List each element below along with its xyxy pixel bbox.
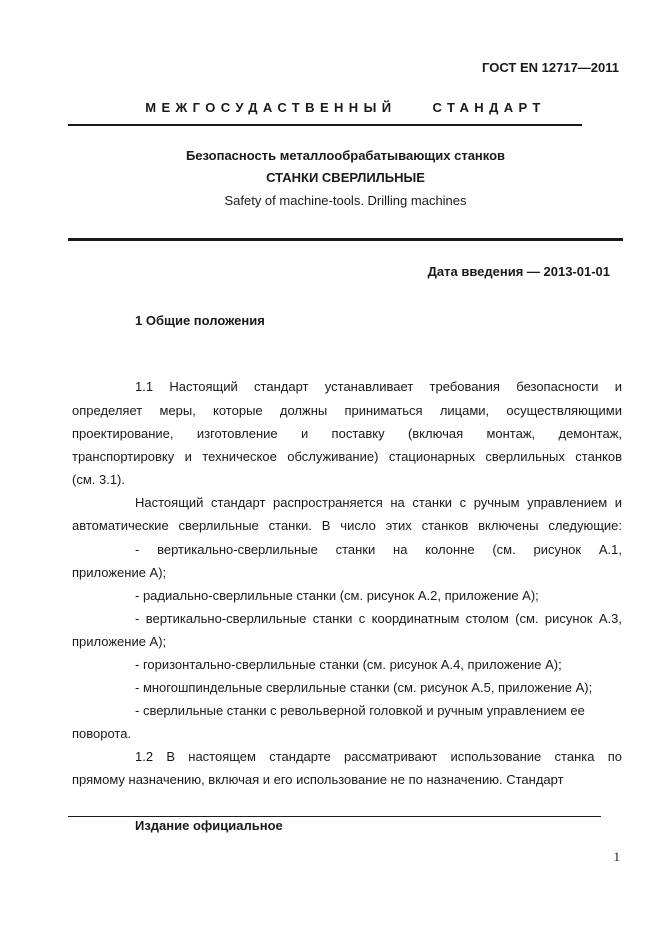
list-item: - горизонтально-сверлильные станки (см. рисунок А.4, приложение А); bbox=[135, 657, 562, 672]
document-number: ГОСТ EN 12717—2011 bbox=[482, 60, 619, 75]
body-line: проектирование, изготовление и поставку (включая монтаж, демонтаж, bbox=[72, 426, 622, 441]
list-item: - радиально-сверлильные станки (см. рисунок А.2, приложение А); bbox=[135, 588, 539, 603]
body-line: транспортировку и техническое обслуживание) стационарных сверлильных станков bbox=[72, 449, 622, 464]
list-item: - многошпиндельные сверлильные станки (см. рисунок А.5, приложение А); bbox=[135, 680, 593, 695]
section-heading: 1 Общие положения bbox=[135, 313, 265, 328]
body-line: определяет меры, которые должны приниматься лицами, осуществляющими bbox=[72, 403, 622, 418]
list-item: - вертикально-сверлильные станки с координатным столом (см. рисунок А.3, bbox=[135, 611, 622, 626]
document-title-line2: СТАНКИ СВЕРЛИЛЬНЫЕ bbox=[266, 170, 425, 185]
body-line: поворота. bbox=[72, 726, 132, 741]
footer-rule bbox=[68, 816, 601, 817]
body-line: приложение А); bbox=[72, 634, 167, 649]
list-item: - сверлильные станки с револьверной головкой и ручным управлением ее bbox=[135, 703, 585, 718]
list-item: - вертикально-сверлильные станки на колонне (см. рисунок А.1, bbox=[135, 542, 622, 557]
body-line: 1.2 В настоящем стандарте рассматривают использование станка по bbox=[135, 749, 622, 764]
standard-type-heading: МЕЖГОСУДАСТВЕННЫЙ СТАНДАРТ bbox=[145, 100, 546, 115]
title-rule bbox=[68, 238, 623, 241]
document-title-english: Safety of machine-tools. Drilling machines bbox=[224, 193, 467, 208]
body-line: прямому назначению, включая и его использование не по назначению. Стандарт bbox=[72, 772, 564, 787]
body-line: приложение А); bbox=[72, 565, 167, 580]
body-line: автоматические сверлильные станки. В число этих станков включены следующие: bbox=[72, 518, 622, 533]
header-rule bbox=[68, 124, 582, 126]
document-title-line1: Безопасность металлообрабатывающих станков bbox=[185, 148, 506, 163]
body-line: Настоящий стандарт распространяется на станки с ручным управлением и bbox=[135, 495, 622, 510]
page-number: 1 bbox=[613, 849, 620, 864]
body-line: (см. 3.1). bbox=[72, 472, 126, 487]
introduction-date: Дата введения — 2013-01-01 bbox=[427, 264, 610, 279]
edition-label: Издание официальное bbox=[135, 818, 283, 833]
body-line: 1.1 Настоящий стандарт устанавливает требования безопасности и bbox=[135, 379, 622, 394]
